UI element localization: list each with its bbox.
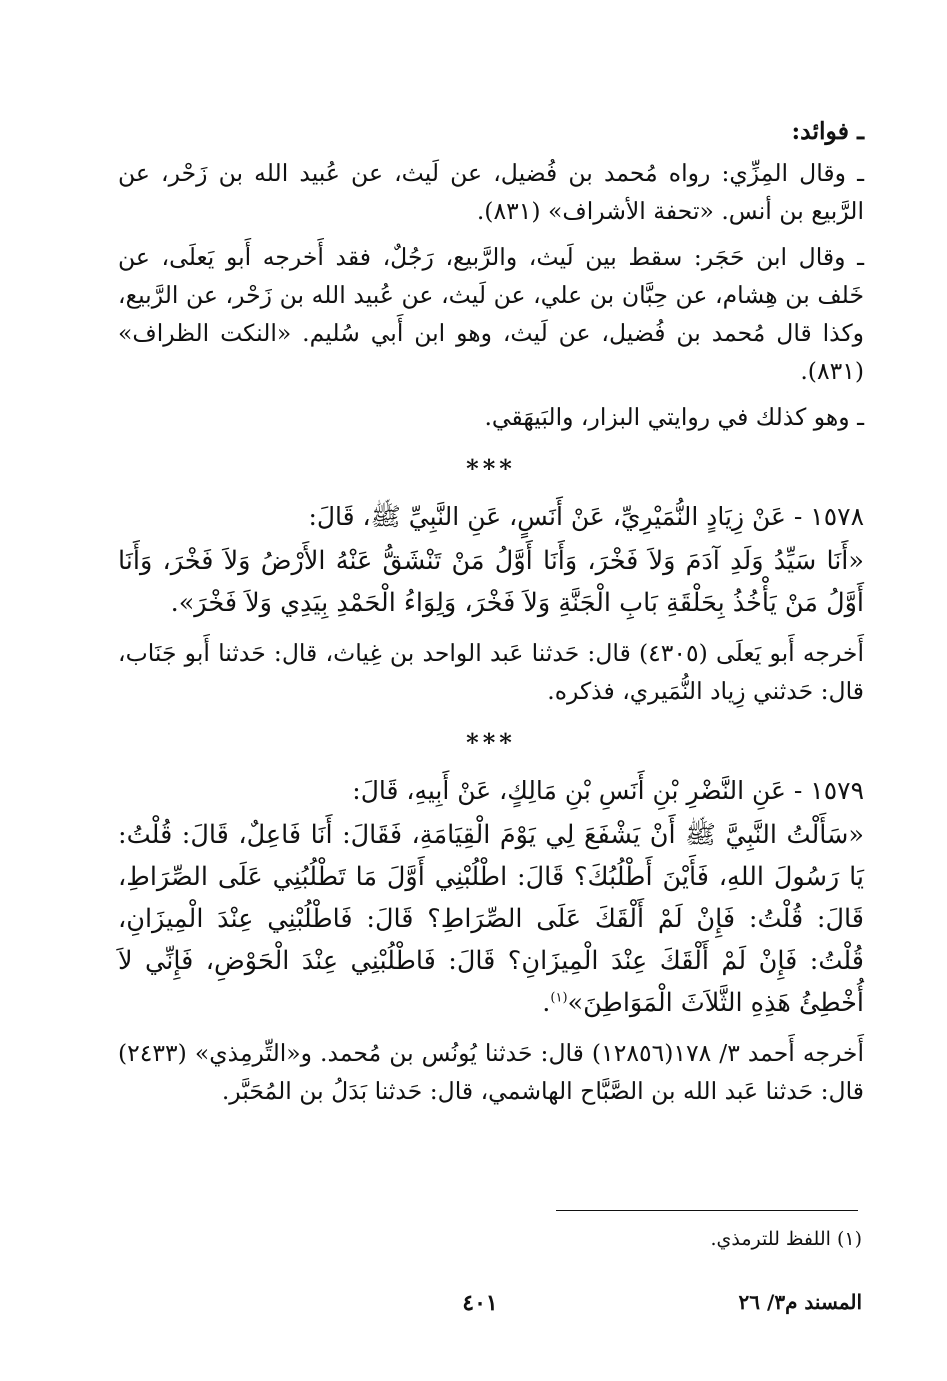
footnote: (١) اللفظ للترمذي. <box>710 1228 862 1250</box>
footnote-divider <box>556 1210 858 1211</box>
footnote-ref: (١) <box>550 990 568 1006</box>
section-separator: *** <box>466 728 516 757</box>
fawaid-heading: ـ فوائد: <box>791 117 864 145</box>
hadith-1578-isnad: ١٥٧٨ - عَنْ زِيَادٍ النُّمَيْرِيِّ، عَنْ أَنَسٍ، عَنِ النَّبِيِّ ﷺ، قَالَ: <box>308 502 864 531</box>
fawaid-paragraph: ـ وقال ابن حَجَر: سقط بين لَيث، والرَّبيع، رَجُلٌ، فقد أَخرجه أَبو يَعلَى، عن خَلف بن هِشام، عن حِبَّان بن علي، عن لَيث، عن عُبيد الله بن زَحْر، عن الرَّبيع، وكذا قال مُحمد بن فُضيل، عن لَيث، وهو ابن أَبي سُليم. «النكت الظراف» (٨٣١). <box>118 243 864 385</box>
section-separator: *** <box>466 454 516 483</box>
hadith-1579-isnad: ١٥٧٩ - عَنِ النَّضْرِ بْنِ أَنَسِ بْنِ مَالِكٍ، عَنْ أَبِيهِ، قَالَ: <box>352 776 864 805</box>
volume-signature: المسند م٣/ ٢٦ <box>738 1290 862 1314</box>
hadith-1578-matn: «أَنَا سَيِّدُ وَلَدِ آدَمَ وَلاَ فَخْرَ، وَأَنَا أَوَّلُ مَنْ تَنْشَقُّ عَنْهُ الأَرْضُ وَلاَ فَخْرَ، وَأَنَا أَوَّلُ مَنْ يَأْخُذُ بِحَلْقَةِ بَابِ الْجَنَّةِ وَلاَ فَخْرَ، وَلِوَاءُ الْحَمْدِ بِيَدِي وَلاَ فَخْرَ». <box>118 546 864 618</box>
hadith-1579-matn <box>118 814 864 1024</box>
fawaid-paragraph: ـ وهو كذلك في روايتي البزار، والبَيهَقي. <box>484 403 864 431</box>
page-body <box>118 112 864 1118</box>
hadith-1579-takhrij: أَخرجه أَحمد ٣/ ١٧٨(١٢٨٥٦) قال: حَدثنا يُونُس بن مُحمد. و«التِّرمِذي» (٢٤٣٣) قال: حَدثنا عَبد الله بن الصَّبَّاح الهاشمي، قال: حَدثنا بَدَلُ بن المُحَبَّر. <box>118 1039 864 1105</box>
hadith-1578-takhrij: أَخرجه أَبو يَعلَى (٤٣٠٥) قال: حَدثنا عَبد الواحد بن غِياث، قال: حَدثنا أَبو جَنَاب، قال: حَدثني زِياد النُّمَيري، فذكره. <box>118 639 864 705</box>
matn-end: . <box>542 988 551 1018</box>
fawaid-paragraph: ـ وقال المِزِّي: رواه مُحمد بن فُضيل، عن لَيث، عن عُبيد الله بن زَحْر، عن الرَّبيع بن أنس. «تحفة الأشراف» (٨٣١). <box>118 159 864 225</box>
page-number: ٤٠١ <box>462 1290 498 1316</box>
hadith-1579-matn-text: «سَأَلْتُ النَّبِيَّ ﷺ أَنْ يَشْفَعَ لِي يَوْمَ الْقِيَامَةِ، فَقَالَ: أَنَا فَاعِلٌ، قَالَ: قُلْتُ: يَا رَسُولَ اللهِ، فَأَيْنَ أَطْلُبُكَ؟ قَالَ: اطْلُبْنِي أَوَّلَ مَا تَطْلُبُنِي عَلَى الصِّرَاطِ، قَالَ: قُلْتُ: فَإِنْ لَمْ أَلْقَكَ عَلَى الصِّرَاطِ؟ قَالَ: فَاطْلُبْنِي عِنْدَ الْمِيزَانِ، قُلْتُ: فَإِنْ لَمْ أَلْقَكَ عِنْدَ الْمِيزَانِ؟ قَالَ: فَاطْلُبْنِي عِنْدَ الْحَوْضِ، فَإِنِّي لاَ أُخْطِئُ هَذِهِ الثَّلاَثَ الْمَوَاطِنَ» <box>118 820 864 1018</box>
